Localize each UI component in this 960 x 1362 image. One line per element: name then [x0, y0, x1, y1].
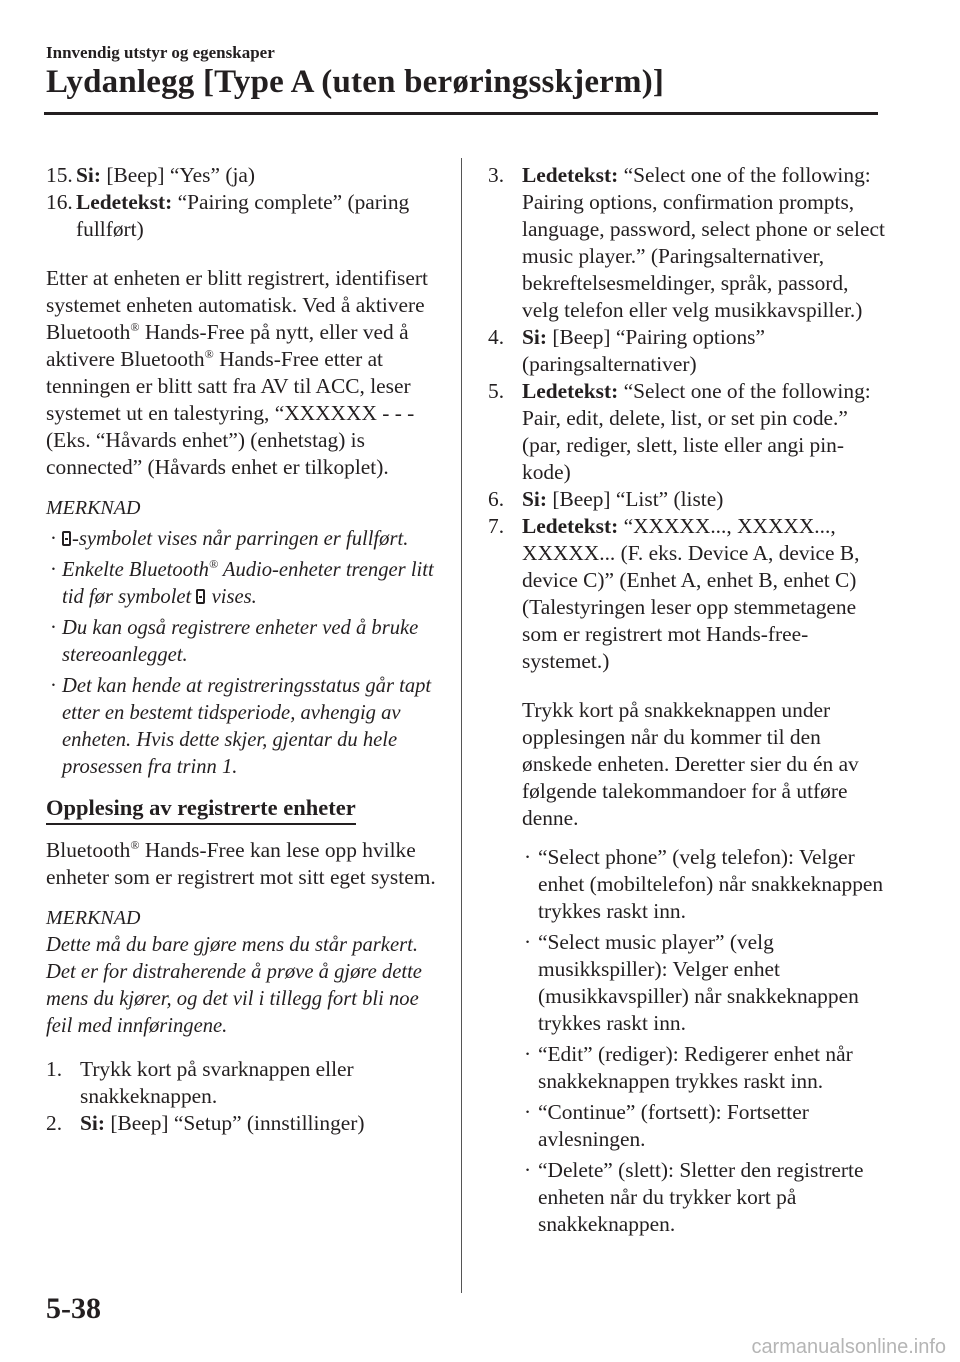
step-text: Trykk kort på svarknappen eller snakkeknappen.: [80, 1057, 354, 1108]
step-6: [488, 486, 888, 513]
command-bullet: · “Edit” (rediger): Redigerer enhet når snakkeknappen trykkes raskt inn.: [488, 1041, 888, 1095]
registered-mark: ®: [130, 837, 140, 852]
command-bullet: · “Select phone” (velg telefon): Velger enhet (mobiltelefon) når snakkeknappen trykkes raskt inn.: [488, 844, 888, 925]
select-device-paragraph: Trykk kort på snakkeknappen under opplesingen når du kommer til den ønskede enheten. Deretter sier du én av følgende talekommandoer for å utføre denne.: [522, 698, 859, 830]
bullet-text: Enkelte Bluetooth: [62, 559, 209, 581]
step-3: [488, 162, 888, 324]
step-number: 6.: [488, 487, 505, 511]
bullet-text: vises.: [206, 586, 257, 608]
bullet-text: Du kan også registrere enheter ved å bruke stereoanlegget.: [62, 617, 419, 666]
step-number: 16.: [46, 190, 73, 214]
step-label: Si:: [522, 325, 547, 349]
note-body: Dette må du bare gjøre mens du står parkert. Det er for distraherende å prøve å gjøre dette mens du kjører, og det vil i tillegg fort bli noe feil med innføringene.: [46, 934, 422, 1037]
step-text: “Pairing complete” (paring fullført): [76, 190, 410, 241]
step-label: Si:: [522, 487, 547, 511]
step-text: “XXXXX..., XXXXX..., XXXXX... (F. eks. Device A, device B, device C)” (Enhet A, enhet B, enhet C) (Talestyringen leser opp stemmetagene som er registrert mot Hands-free-systemet.): [522, 514, 860, 673]
step-text: [Beep] “Pairing options” (paringsalternativer): [522, 325, 765, 376]
step-1: [46, 1056, 446, 1110]
paragraph-text: Hands-Free kan lese opp hvilke enheter som er registrert mot sitt eget system.: [46, 838, 436, 889]
phone-battery-icon: [196, 589, 205, 604]
step-label: Ledetekst:: [522, 379, 619, 403]
step-label: Ledetekst:: [76, 190, 173, 214]
command-bullet: · “Select music player” (velg musikkspiller): Velger enhet (musikkavspiller) når snakkeknappen trykkes raskt inn.: [488, 929, 888, 1037]
step-label: Si:: [76, 163, 101, 187]
header-divider: [44, 112, 878, 115]
note-bullet: [46, 557, 446, 611]
paragraph-text: Hands-Free etter at tenningen er blitt satt fra AV til ACC, leser systemet ut en talestyring, “XXXXXX - - - (Eks. “Håvards enhet”) (enhetstag) is connected” (Håvards enhet er tilkoplet).: [46, 347, 415, 479]
note-bullet: [46, 615, 446, 669]
bullet-text: Det kan hende at registreringsstatus går tapt etter en bestemt tidsperiode, avhengig av enheten. Hvis dette skjer, gjentar du hele prosessen fra trinn 1.: [62, 675, 432, 778]
note-bullet: [46, 673, 446, 781]
step-16: [46, 189, 446, 243]
paragraph-text: Hands-Free på nytt, eller ved å aktivere Bluetooth: [46, 320, 409, 371]
registered-mark: ®: [204, 346, 214, 361]
step-4: [488, 324, 888, 378]
step-number: 3.: [488, 163, 505, 187]
phone-battery-icon: [62, 531, 71, 546]
paragraph-text: Bluetooth: [46, 838, 131, 862]
intro-paragraph: [46, 837, 446, 891]
step-number: 7.: [488, 514, 505, 538]
command-bullet: · “Delete” (slett): Sletter den registrerte enheten når du trykker kort på snakkeknappen.: [488, 1157, 888, 1238]
page-title: Lydanlegg [Type A (uten berøringsskjerm)]: [46, 64, 665, 100]
step-number: 2.: [46, 1111, 63, 1135]
step-number: 15.: [46, 163, 73, 187]
page-number: 5-38: [46, 1292, 101, 1325]
step-text: [Beep] “Yes” (ja): [100, 163, 256, 187]
note-heading: MERKNAD: [46, 907, 141, 929]
command-bullet: · “Continue” (fortsett): Fortsetter avlesningen.: [488, 1099, 888, 1153]
note-heading: MERKNAD: [46, 497, 141, 519]
step-7: [488, 513, 888, 675]
step-text: [Beep] “Setup” (innstillinger): [104, 1111, 365, 1135]
step-5: [488, 378, 888, 486]
section-label: Innvendig utstyr og egenskaper: [46, 43, 275, 62]
step-text: [Beep] “List” (liste): [546, 487, 724, 511]
registered-mark: ®: [130, 319, 140, 334]
left-column: [46, 162, 446, 1137]
step-15: [46, 162, 446, 189]
bullet-text: Audio-enheter trenger litt tid før symbolet: [62, 559, 434, 608]
note-bullet: [46, 526, 446, 553]
registration-paragraph: [46, 265, 446, 481]
step-2: [46, 1110, 446, 1137]
step-number: 5.: [488, 379, 505, 403]
step-number: 4.: [488, 325, 505, 349]
column-divider: [461, 158, 462, 1293]
right-column: [488, 162, 888, 1238]
watermark: carmanualsonline.info: [751, 1336, 946, 1358]
step-label: Ledetekst:: [522, 163, 619, 187]
step-number: 1.: [46, 1057, 63, 1081]
step-label: Ledetekst:: [522, 514, 619, 538]
bullet-text: -symbolet vises når parringen er fullført.: [72, 528, 409, 550]
section-heading: Opplesing av registrerte enheter: [46, 795, 356, 825]
paragraph-text: Etter at enheten er blitt registrert, identifisert systemet enheten automatisk. Ved å aktivere Bluetooth: [46, 266, 428, 344]
registered-mark: ®: [208, 557, 219, 572]
step-text: “Select one of the following: Pairing options, confirmation prompts, language, password, select phone or select music player.” (Paringsalternativer, bekreftelsesmeldinger, språk, passord, velg telefon eller velg musikkavspiller.): [522, 163, 885, 322]
step-text: “Select one of the following: Pair, edit, delete, list, or set pin code.” (par, rediger, slett, liste eller angi pin-kode): [522, 379, 871, 484]
voice-command-list: [488, 844, 888, 1238]
step-label: Si:: [80, 1111, 105, 1135]
